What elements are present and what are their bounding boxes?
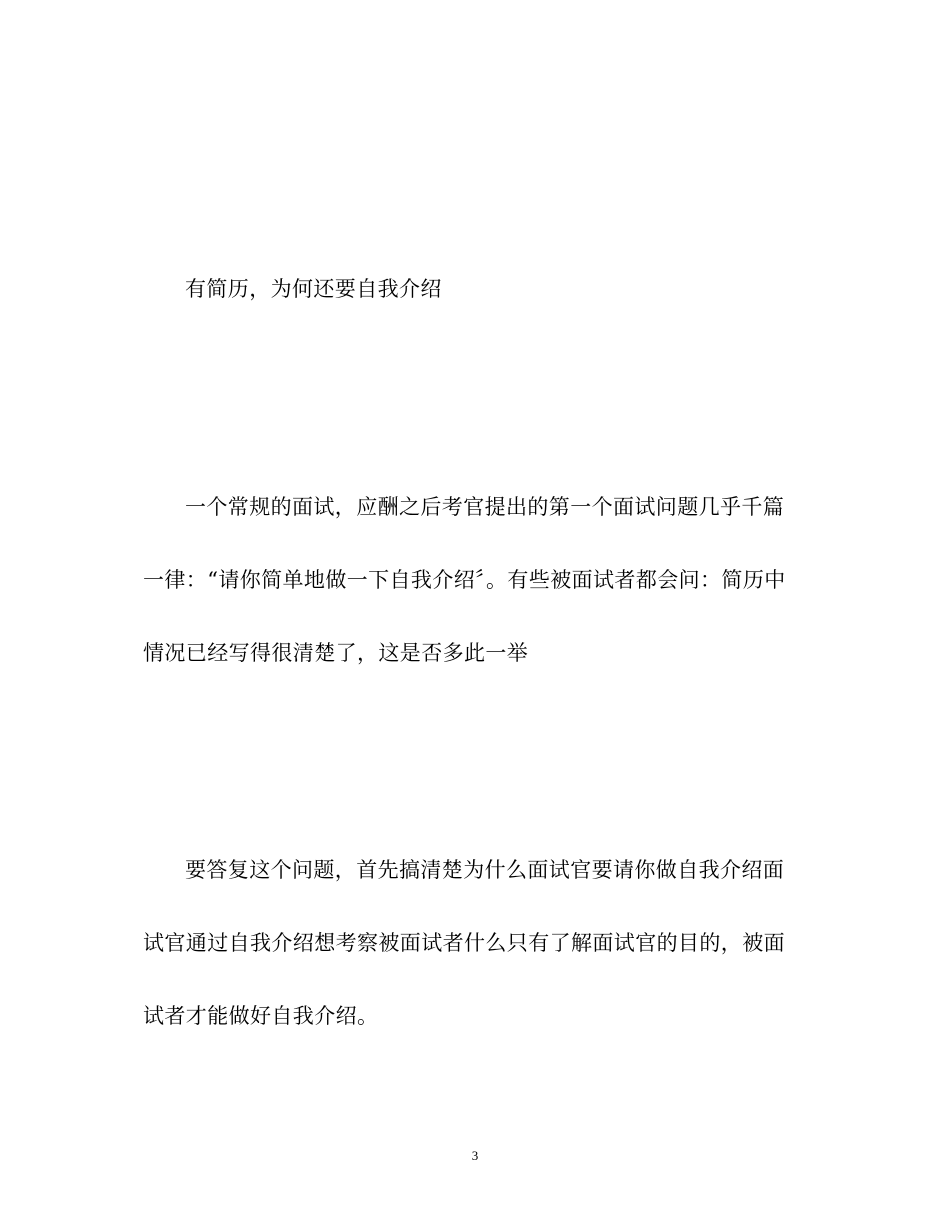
- paragraph-2-line-1: 要答复这个问题，首先搞清楚为什么面试官要请你做自我介绍面: [185, 858, 785, 882]
- paragraph-2-line-3: 试者才能做好自我介绍。: [143, 1004, 379, 1028]
- paragraph-1-line-3: 情况已经写得很清楚了，这是否多此一举: [143, 641, 529, 665]
- paragraph-1-line-2: 一律：“请你简单地做一下自我介绍〞。有些被面试者都会问：简历中: [143, 568, 786, 592]
- page-number: 3: [471, 1148, 479, 1163]
- paragraph-1-line-1: 一个常规的面试，应酬之后考官提出的第一个面试问题几乎千篇: [185, 495, 785, 519]
- paragraph-2-line-2: 试官通过自我介绍想考察被面试者什么只有了解面试官的目的，被面: [143, 931, 785, 955]
- section-heading: 有简历，为何还要自我介绍: [185, 277, 442, 301]
